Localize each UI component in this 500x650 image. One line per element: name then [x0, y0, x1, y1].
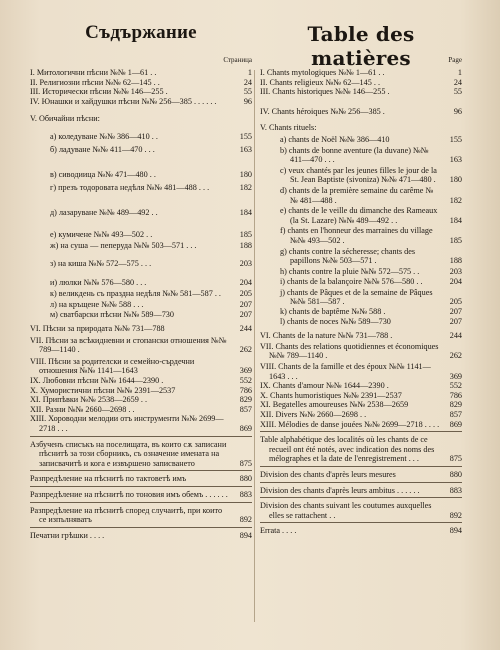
toc-entry: IV. Chants héroiques №№ 256—385 . 96 — [260, 106, 462, 116]
toc-entry: VIII. Пѣсни за родителски и семейно-сърдечни отношения №№ 1141—1643 369 — [30, 356, 252, 376]
toc-entry: Errata . . . . 894 — [260, 526, 462, 536]
toc-entry: XII. Divers №№ 2660—2698 . . 857 — [260, 410, 462, 419]
toc-entry: IV. Юнашки и хайдушки пѣсни №№ 256—385 . . . . . . 96 — [30, 96, 252, 106]
toc-entry: IX. Chants d'amour №№ 1644—2390 . 552 — [260, 381, 462, 391]
toc-entry: XI. Begatelles amoureuses №№ 2538—2659 829 — [260, 400, 462, 410]
toc-entry: в) сиводиица №№ 471—480 . . 180 — [50, 170, 252, 180]
toc-entry: Division des chants d'après leurs mesures 880 — [260, 469, 462, 479]
toc-entry: III. Chants historiques №№ 146—255 . 55 — [260, 87, 462, 97]
toc-entry: X. Хумористични пѣсни №№ 2391—2537 786 — [30, 385, 252, 395]
toc-entry: II. Религиозни пѣсни №№ 62—145 . . 24 — [30, 77, 252, 87]
toc-entry: е) кумичене №№ 493—502 . . 185 — [50, 229, 252, 239]
rule-line — [260, 482, 462, 483]
toc-entry: XIII. Хороводни мелодии отъ инструменти №№ 2699—2718 . . . 869 — [30, 414, 252, 434]
toc-entry: e) chants de le veille du dimanche des Rameaux (la St. Lazare) №№ 489—492 . . 184 — [280, 206, 462, 225]
toc-entry: X. Chants humoristiques №№ 2391—2537 786 — [260, 390, 462, 400]
rule-line — [30, 486, 252, 487]
toc-entry: i) chants de la balançoire №№ 576—580 . . 204 — [280, 277, 462, 287]
toc-entry: V. Chants rituels: — [260, 123, 317, 133]
toc-entry: Division des chants d'après leurs ambitus . . . . . . 883 — [260, 485, 462, 495]
toc-entry: V. Обичайни пѣсни: — [30, 114, 100, 124]
rule-line — [260, 431, 462, 432]
rule-line — [260, 497, 462, 498]
toc-entry: Division des chants suivant les coutumes auxquelles elles se rattachent . . 892 — [260, 501, 462, 520]
toc-entry: д) лазаруване №№ 489—492 . . 184 — [50, 208, 252, 218]
toc-entry: Печатни грѣшки . . . . 894 — [30, 530, 252, 540]
french-page-label: Page — [448, 56, 462, 64]
bulgarian-contents-column — [30, 18, 252, 540]
toc-entry: IX. Любовни пѣсни №№ 1644—2390 . 552 — [30, 376, 252, 386]
toc-entry: g) chants contre la sécheresse; chants des papillons №№ 503—571 . 188 — [280, 246, 462, 266]
toc-entry: VII. Chants des relations quotidiennes et économiques №№ 789—1140 . 262 — [260, 341, 462, 361]
toc-entry: k) chants de baptême №№ 588 . 207 — [280, 307, 462, 317]
toc-entry: Разпредѣление на пѣснитѣ според случаитѣ, при които се изпълняватъ 892 — [30, 505, 252, 525]
toc-entry: XI. Припѣвки №№ 2538—2659 . . 829 — [30, 395, 252, 405]
toc-entry: XII. Разни №№ 2660—2698 . . 857 — [30, 404, 252, 414]
toc-entry: l) chants de noces №№ 589—730 207 — [280, 316, 462, 326]
toc-entry: I. Митологични пѣсни №№ 1—61 . . 1 — [30, 68, 252, 77]
toc-entry: VIII. Chants de la famille et des époux №№ 1141—1643 . . . 369 — [260, 362, 462, 381]
toc-entry: Азбученъ списъкъ на поселищата, въ които сѫ записани пѣснитѣ за този сборникъ, съ означение имената на записвачитѣ и кога е извършено записването 875 — [30, 439, 252, 468]
bulgarian-contents-title: Съдържание — [85, 22, 197, 43]
toc-entry: г) презъ тодоровата недѣля №№ 481—488 . . . 182 — [50, 182, 252, 192]
toc-entry: a) chants de Noël №№ 386—410 155 — [280, 134, 462, 144]
toc-entry: и) люлки №№ 576—580 . . . 204 — [50, 277, 252, 287]
toc-entry: Разпредѣление на пѣснитѣ по тактоветѣ имъ 880 — [30, 474, 252, 484]
toc-entry: м) сватбарски пѣсни №№ 589—730 207 — [50, 309, 252, 319]
toc-entry: f) chants en l'honneur des marraines du village №№ 493—502 . 185 — [280, 226, 462, 245]
toc-entry: b) chants de bonne aventure (la duvane) №№ 411—470 . . . 163 — [280, 145, 462, 165]
toc-entry: VI. Chants de la nature №№ 731—788 . 244 — [260, 331, 462, 341]
french-entries — [260, 68, 462, 536]
toc-entry: Table alphabétique des localités où les chants de ce recueil ont été notés, avec indication des noms des mélographes et la date de l'enregistrement . . . 875 — [260, 435, 462, 464]
toc-entry: h) chants contre la pluie №№ 572—575 . . 203 — [280, 266, 462, 276]
french-contents-title: Table des matières — [307, 22, 415, 70]
rule-line — [260, 522, 462, 523]
toc-entry: III. Исторически пѣсни №№ 146—255 . 55 — [30, 87, 252, 97]
column-divider — [254, 70, 255, 622]
toc-entry: к) великдень съ праздна недѣля №№ 581—587 . . 205 — [50, 289, 252, 299]
toc-entry: XIII. Mélodies de danse jouées №№ 2699—2718 . . . . 869 — [260, 419, 462, 429]
toc-entry: II. Chants religieux №№ 62—145 . . 24 — [260, 77, 462, 87]
toc-entry: VI. Пѣсни за природата №№ 731—788 244 — [30, 324, 252, 334]
toc-entry: а) коледуване №№ 386—410 . . 155 — [50, 131, 252, 141]
bulgarian-entries — [30, 68, 252, 540]
rule-line — [30, 527, 252, 528]
toc-entry: б) ладуване №№ 411—470 . . . 163 — [50, 144, 252, 154]
toc-entry: Разпредѣление на пѣснитѣ по тоновия имъ обемъ . . . . . . 883 — [30, 490, 252, 499]
rule-line — [30, 470, 252, 471]
rule-line — [30, 502, 252, 503]
toc-entry: ж) на суша — пеперуда №№ 503—571 . . . 188 — [50, 240, 252, 250]
toc-entry: j) chants de Pâques et de la semaine de Pâques №№ 581—587 . 205 — [280, 287, 462, 307]
toc-entry: з) на киша №№ 572—575 . . . 203 — [50, 259, 252, 269]
toc-entry: c) veux chantés par les jeunes filles le jour de la St. Jean Baptiste (sivoniza) №№ 471—480 . 180 — [280, 165, 462, 185]
rule-line — [260, 466, 462, 467]
toc-entry: л) на кръщене №№ 588 . . . 207 — [50, 299, 252, 309]
rule-line — [30, 436, 252, 437]
toc-entry: VII. Пѣсни за всѣкидневни и стопански отношения №№ 789—1140 . 262 — [30, 335, 252, 355]
toc-entry: I. Chants mytologiques №№ 1—61 . . 1 — [260, 68, 462, 77]
bulgarian-page-label: Страница — [223, 56, 252, 64]
toc-entry: d) chants de la première semaine du carême №№ 481—488 . 182 — [280, 185, 462, 205]
french-contents-column — [260, 18, 462, 536]
